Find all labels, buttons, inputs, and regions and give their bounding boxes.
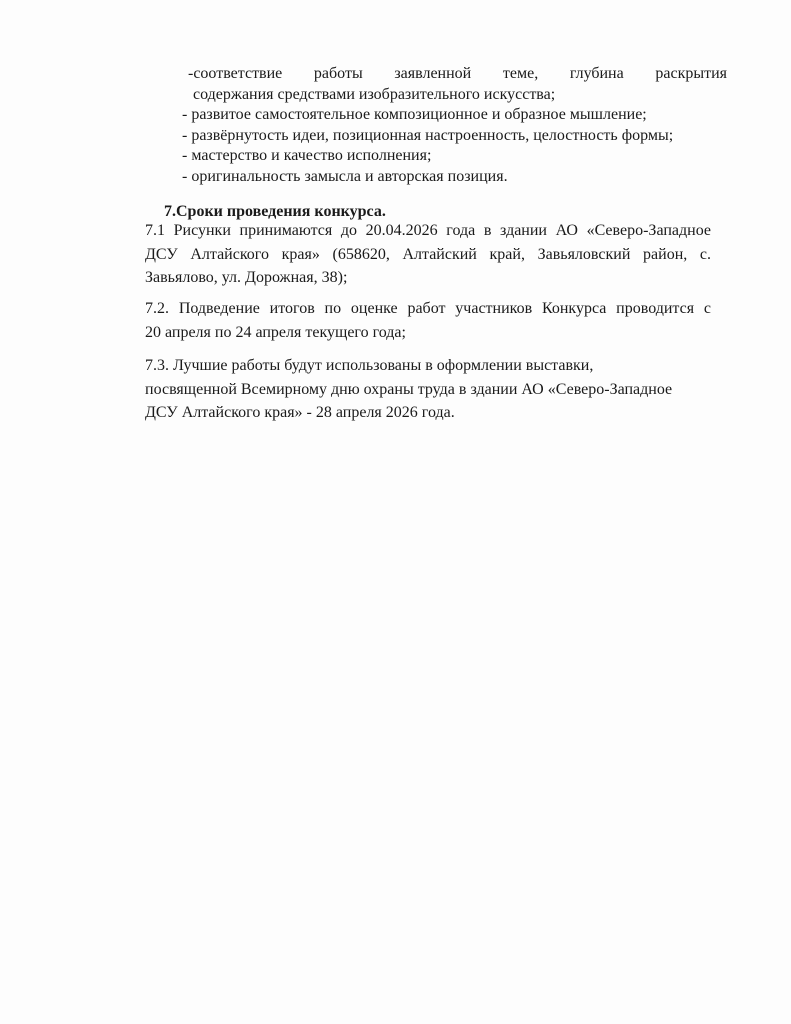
criteria-item-theme: -соответствие работы заявленной теме, глубина раскрытия <box>188 65 727 82</box>
criteria-item-theme-continuation: содержания средствами изобразительного искусства; <box>193 85 556 103</box>
evaluation-criteria-list <box>182 64 727 187</box>
criteria-item-mastery: - мастерство и качество исполнения; <box>182 147 432 164</box>
paragraph-7-3-line: 7.3. Лучшие работы будут использованы в оформлении выставки, <box>145 357 594 374</box>
section-7-heading: 7.Сроки проведения конкурса. <box>164 203 386 220</box>
paragraph-7-3-line: посвященной Всемирному дню охраны труда в здании АО «Северо-Западное <box>145 380 673 398</box>
criteria-item-idea: - развёрнутость идеи, позиционная настроенность, целостность формы; <box>182 126 674 144</box>
paragraph-7-2-line: 7.2. Подведение итогов по оценке работ участников Конкурса проводится с <box>145 300 711 317</box>
paragraph-7-1 <box>145 219 711 290</box>
paragraph-7-1-line: 7.1 Рисунки принимаются до 20.04.2026 года в здании АО «Северо-Западное <box>145 222 711 239</box>
criteria-item-composition: - развитое самостоятельное композиционное и образное мышление; <box>182 106 647 123</box>
criteria-item-originality: - оригинальность замысла и авторская позиция. <box>182 167 508 185</box>
paragraph-7-3 <box>145 354 711 425</box>
paragraph-7-2-line: 20 апреля по 24 апреля текущего года; <box>145 323 406 341</box>
paragraph-7-2 <box>145 297 711 344</box>
paragraph-7-3-line: ДСУ Алтайского края» - 28 апреля 2026 года. <box>145 404 455 421</box>
paragraph-7-1-line: ДСУ Алтайского края» (658620, Алтайский край, Завьяловский район, с. <box>145 245 711 263</box>
paragraph-7-1-line: Завьялово, ул. Дорожная, 38); <box>145 269 348 286</box>
